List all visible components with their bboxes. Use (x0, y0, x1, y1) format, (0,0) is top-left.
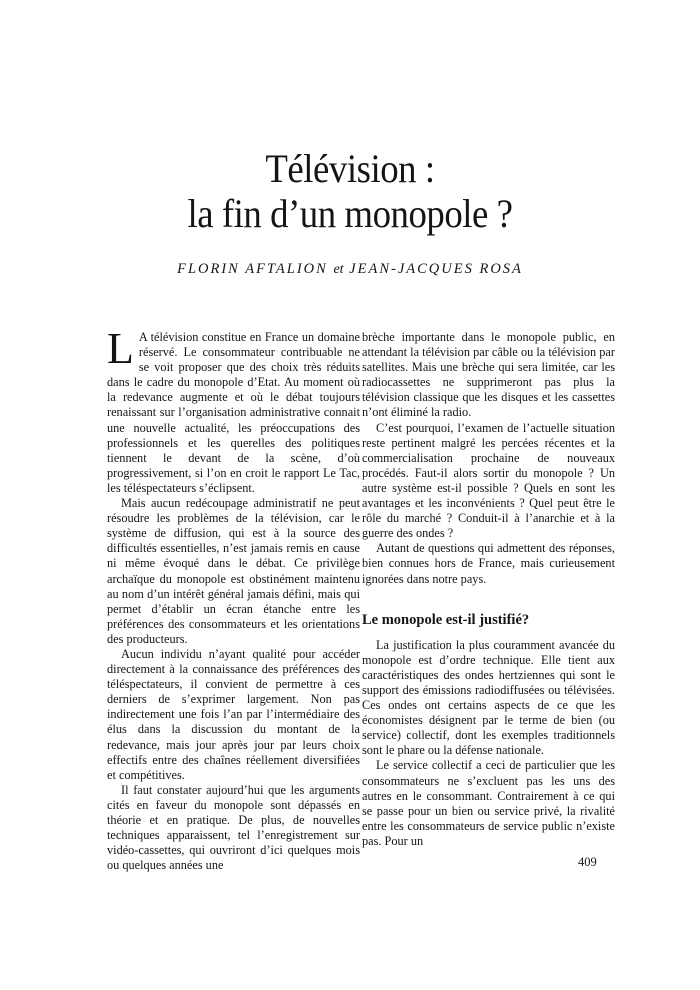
article-title-line-1: Télévision : (265, 146, 435, 191)
article-title-line-2: la fin d’un monopole ? (187, 191, 513, 236)
author-1: FLORIN AFTALION (177, 261, 328, 277)
paragraph-8: Le service collectif a ceci de particulier que les consommateurs ne s’excluent pas les uns des autres en le consommant. Contrairement à ce qui se passe pour un bien ou service privé, la rivalité entre les consommateurs de service public n’existe pas. Pour un (362, 758, 615, 848)
paragraph-5: C’est pourquoi, l’examen de l’actuelle situation reste pertinent malgré les percées récentes et la commercialisation prochaine de nouveaux procédés. Faut-il alors sortir du monopole ? Un autre système est-il possible ? Quels en sont les avantages et les inconvénients ? Quel peut être le rôle du marché ? Conduit-il à l’anarchie et à la guerre des ondes ? (362, 420, 615, 541)
drop-cap: L (107, 324, 134, 373)
paragraph-3: Aucun individu n’ayant qualité pour accéder directement à la connaissance des préférences des téléspectateurs, il convient de permettre à ces derniers de s’exprimer largement. Non pas indirectement une fois l’an par l’intermédiaire des élus dans la discussion du montant de la redevance, mais jour après jour par leurs choix effectifs entre des chaînes réellement diversifiées et compétitives. (107, 646, 360, 782)
paragraph-1 (107, 324, 360, 496)
paragraph-6: Autant de questions qui admettent des réponses, bien connues hors de France, mais curieusement ignorées dans notre pays. (362, 541, 615, 586)
authors (0, 261, 700, 278)
paragraph-4: Il faut constater aujourd’hui que les arguments cités en faveur du monopole sont dépassés en théorie et en pratique. De plus, de nouvelles techniques apparaissent, tel l’enregistrement sur vidéo-cassettes, qui ouvriront d’ici quelques mois ou quelques années une (107, 782, 360, 873)
left-column (107, 324, 360, 873)
section-heading: Le monopole est-il justifié? (362, 611, 530, 628)
paragraph-4-continued: brèche importante dans le monopole public, en attendant la télévision par câble ou la télévision par satellites. Mais une brèche qui sera limitée, car les radiocassettes ne supprimeront pas plus la télévision classique que les disques et les cassettes n’ont éliminé la radio. (362, 330, 615, 420)
paragraph-7: La justification la plus couramment avancée du monopole est d’ordre technique. Elle tient aux caractéristiques des ondes hertziennes qui sont le support des émissions radiodiffusées ou télévisées. Ces ondes ont certains aspects de ce que les économistes désignent par le terme de bien (ou service) collectif, dont les exemples traditionnels sont le phare ou la défense nationale. (362, 637, 615, 758)
paragraph-2: Mais aucun redécoupage administratif ne peut résoudre les problèmes de la télévision, car le système de diffusion, qui est à la source des difficultés essentielles, n’est jamais remis en cause ni même évoqué dans le débat. Ce privilège archaïque du monopole est obstinément maintenu au nom d’un intérêt général jamais défini, mais qui permet d’établir un écran étanche entre les préférences des consommateurs et les orientations des producteurs. (107, 496, 360, 646)
page-number: 409 (578, 855, 597, 869)
paragraph-1-text: A télévision constitue en France un domaine réservé. Le consommateur contribuable ne se voit proposer que des choix très réduits dans le cadre du monopole d’Etat. Au moment où la redevance augmente et où le débat toujours renaissant sur l’organisation administrative connait une nouvelle actualité, les préoccupations des professionnels et les querelles des politiques tiennent le devant de la scène, d’où progressivement, si l’on en croit le rapport Le Tac, les téléspectateurs s’éclipsent. (107, 330, 360, 495)
author-conjunction: et (333, 262, 344, 277)
right-column (362, 330, 615, 849)
author-2: JEAN-JACQUES ROSA (349, 261, 523, 277)
